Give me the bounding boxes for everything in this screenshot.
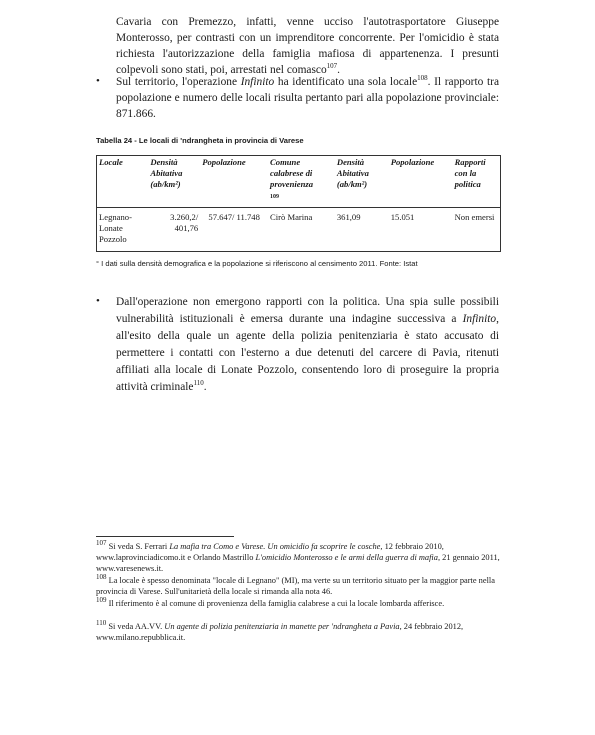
header-popolazione: Popolazione xyxy=(200,156,268,208)
footnote-ref-110[interactable]: 110 xyxy=(193,379,204,388)
article-title: La mafia tra Como e Varese. Un omicidio fa scoprire le cosche xyxy=(169,542,381,551)
footnote-number: 110 xyxy=(96,619,107,628)
table-note: ° I dati sulla densità demografica e la popolazione si riferiscono al censimento 2011. Fonte: Istat xyxy=(96,259,418,268)
bullet-icon: • xyxy=(96,295,100,307)
footnote-number: 108 xyxy=(96,573,107,582)
paragraph-politica xyxy=(116,294,499,396)
footnote-divider xyxy=(96,536,234,537)
footnote-108 xyxy=(96,575,506,597)
footnote-text: Il riferimento è al comune di provenienza della famiglia calabrese a cui la locale lombarda afferisce. xyxy=(106,599,445,608)
footnote-ref-108[interactable]: 108 xyxy=(417,74,428,83)
paragraph-text: . Il rapporto tra popolazione e numero delle locali risulta pertanto pari alla popolazione provinciale: 871.866. xyxy=(116,76,499,120)
header-popolazione-comune: Popolazione xyxy=(389,156,453,208)
article-title: L'omicidio Monterosso e le armi della guerra di mafia xyxy=(255,553,438,562)
header-comune xyxy=(268,156,335,208)
cell-popolazione-comune: 15.051 xyxy=(389,208,453,252)
footnote-text: Si veda S. Ferrari xyxy=(106,542,170,551)
table-row xyxy=(97,208,501,252)
footnote-109 xyxy=(96,598,506,609)
footnote-text: , 21 gennaio 2011, www.varesenews.it. xyxy=(96,553,500,573)
locali-table xyxy=(96,155,501,252)
header-locale: Locale xyxy=(97,156,149,208)
paragraph-omicidio xyxy=(116,14,499,78)
table-caption: Tabella 24 - Le locali di 'ndrangheta in provincia di Varese xyxy=(96,136,304,145)
operation-name: Infinito xyxy=(462,313,497,325)
paragraph-end: . xyxy=(203,381,207,393)
footnote-107 xyxy=(96,541,506,574)
footnote-text: , 12 febbraio 2010, www.laprovinciadicomo.it e Orlando Mastrillo xyxy=(96,542,444,562)
cell-popolazione: 57.647/ 11.748 xyxy=(200,208,268,252)
header-comune-label: Comune calabrese di provenienza xyxy=(270,157,314,189)
footnote-text: La locale è spesso denominata "locale di Legnano" (MI), ma verte su un territorio situato per la maggior parte nella provincia di Varese. Sull'unitarietà della locale si rimanda alla nota 46. xyxy=(96,576,495,596)
footnote-110 xyxy=(96,621,506,643)
paragraph-end: . xyxy=(337,64,341,76)
header-rapporti: Rapporti con la politica xyxy=(453,156,501,208)
cell-densita: 3.260,2/ 401,76 xyxy=(148,208,200,252)
cell-locale: Legnano-Lonate Pozzolo xyxy=(97,208,149,252)
paragraph-text: ha identificato una sola locale xyxy=(274,76,418,88)
article-title: Un agente di polizia penitenziaria in manette per 'ndrangheta a Pavia xyxy=(164,622,400,631)
cell-densita-comune: 361,09 xyxy=(335,208,389,252)
paragraph-text: Cavaria con Premezzo, infatti, venne ucciso l'autotrasportatore Giuseppe Monterosso, per contrasti con un imprenditore concorrente. Per l'omicidio è stata richiesta l'autorizzazione della famiglia mafiosa di appartenenza. I presunti colpevoli sono stati, poi, arrestati nel comasco xyxy=(116,16,499,76)
bullet-icon: • xyxy=(96,75,100,87)
paragraph-text: Dall'operazione non emergono rapporti con la politica. Una spia sulle possibili vulnerabilità istituzionali è emersa durante una indagine successiva a xyxy=(116,296,499,325)
footnote-text: Si veda AA.VV. xyxy=(106,622,165,631)
header-densita: Densità Abitativa (ab/km²) xyxy=(148,156,200,208)
cell-rapporti: Non emersi xyxy=(453,208,501,252)
footnote-text: , 24 febbraio 2012, www.milano.repubblica.it. xyxy=(96,622,464,642)
paragraph-text: , all'esito della quale un agente della polizia penitenziaria è stato accusato di permettere i contatti con l'esterno a due detenuti del carcere di Pavia, ritenuti affiliati alla locale di Lonate Pozzolo, consentendo loro di proseguire la propria attività criminale xyxy=(116,313,499,393)
table-header-row xyxy=(97,156,501,208)
footnote-ref-109[interactable]: 109 xyxy=(270,194,280,200)
footnote-number: 107 xyxy=(96,539,107,548)
paragraph-text: Sul territorio, l'operazione xyxy=(116,76,241,88)
cell-comune: Cirò Marina xyxy=(268,208,335,252)
footnote-number: 109 xyxy=(96,596,107,605)
header-densita-comune: Densità Abitativa (ab/km²) xyxy=(335,156,389,208)
paragraph-operazione-infinito xyxy=(116,74,499,122)
footnote-ref-107[interactable]: 107 xyxy=(326,62,338,71)
operation-name: Infinito xyxy=(240,76,275,88)
